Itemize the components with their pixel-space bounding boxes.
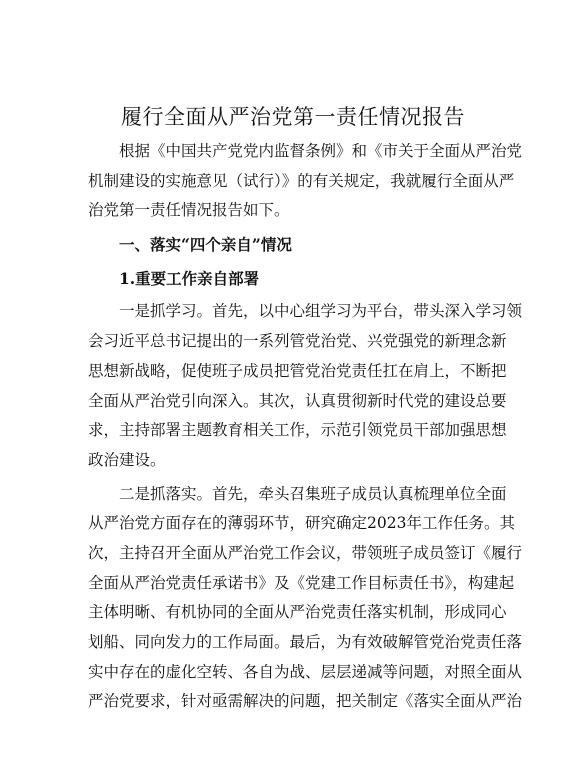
paragraph-line: 机制建设的实施意见（试行）》的有关规定，我就履行全面从严 [88, 171, 515, 190]
subsection-heading: 1.重要工作亲自部署 [119, 268, 260, 288]
paragraph-line: 根据《中国共产党党内监督条例》和《市关于全面从严治党 [119, 142, 523, 160]
paragraph-line: 严治党要求，针对亟需解决的问题，把关制定《落实全面从严治 [88, 692, 523, 711]
paragraph-line: 思想新战略，促使班子成员把管党治党责任扛在肩上，不断把 [88, 361, 507, 380]
paragraph-line: 次，主持召开全面从严治党工作会议，带领班子成员签订《履行 [88, 543, 523, 562]
paragraph-line: 政治建设。 [88, 450, 166, 469]
page-title: 履行全面从严治党第一责任情况报告 [121, 105, 465, 129]
paragraph-line: 二是抓落实。首先，牵头召集班子成员认真梳理单位全面 [119, 484, 507, 503]
paragraph-line: 治党第一责任情况报告如下。 [88, 201, 290, 220]
paragraph-line: 从严治党方面存在的薄弱环节，研究确定2023年工作任务。其 [88, 514, 515, 533]
paragraph-line: 划船、同向发力的工作局面。最后，为有效破解管党治党责任落 [88, 633, 523, 651]
section-heading: 一、落实“四个亲自”情况 [119, 235, 292, 255]
paragraph-line: 会习近平总书记提出的一系列管党治党、兴党强党的新理念新 [88, 332, 507, 351]
paragraph-line: 一是抓学习。首先，以中心组学习为平台，带头深入学习领 [119, 302, 523, 321]
paragraph-line: 全面从严治党引向深入。其次，认真贯彻新时代党的建设总要 [88, 391, 507, 410]
paragraph-line: 求，主持部署主题教育相关工作，示范引领党员干部加强思想 [88, 421, 507, 440]
paragraph-line: 主体明晰、有机协同的全面从严治党责任落实机制，形成同心 [88, 603, 507, 622]
paragraph-line: 实中存在的虚化空转、各自为战、层层递减等问题，对照全面从 [88, 662, 523, 681]
paragraph-line: 全面从严治党责任承诺书》及《党建工作目标责任书》，构建起 [88, 573, 515, 592]
document-body [88, 137, 523, 717]
